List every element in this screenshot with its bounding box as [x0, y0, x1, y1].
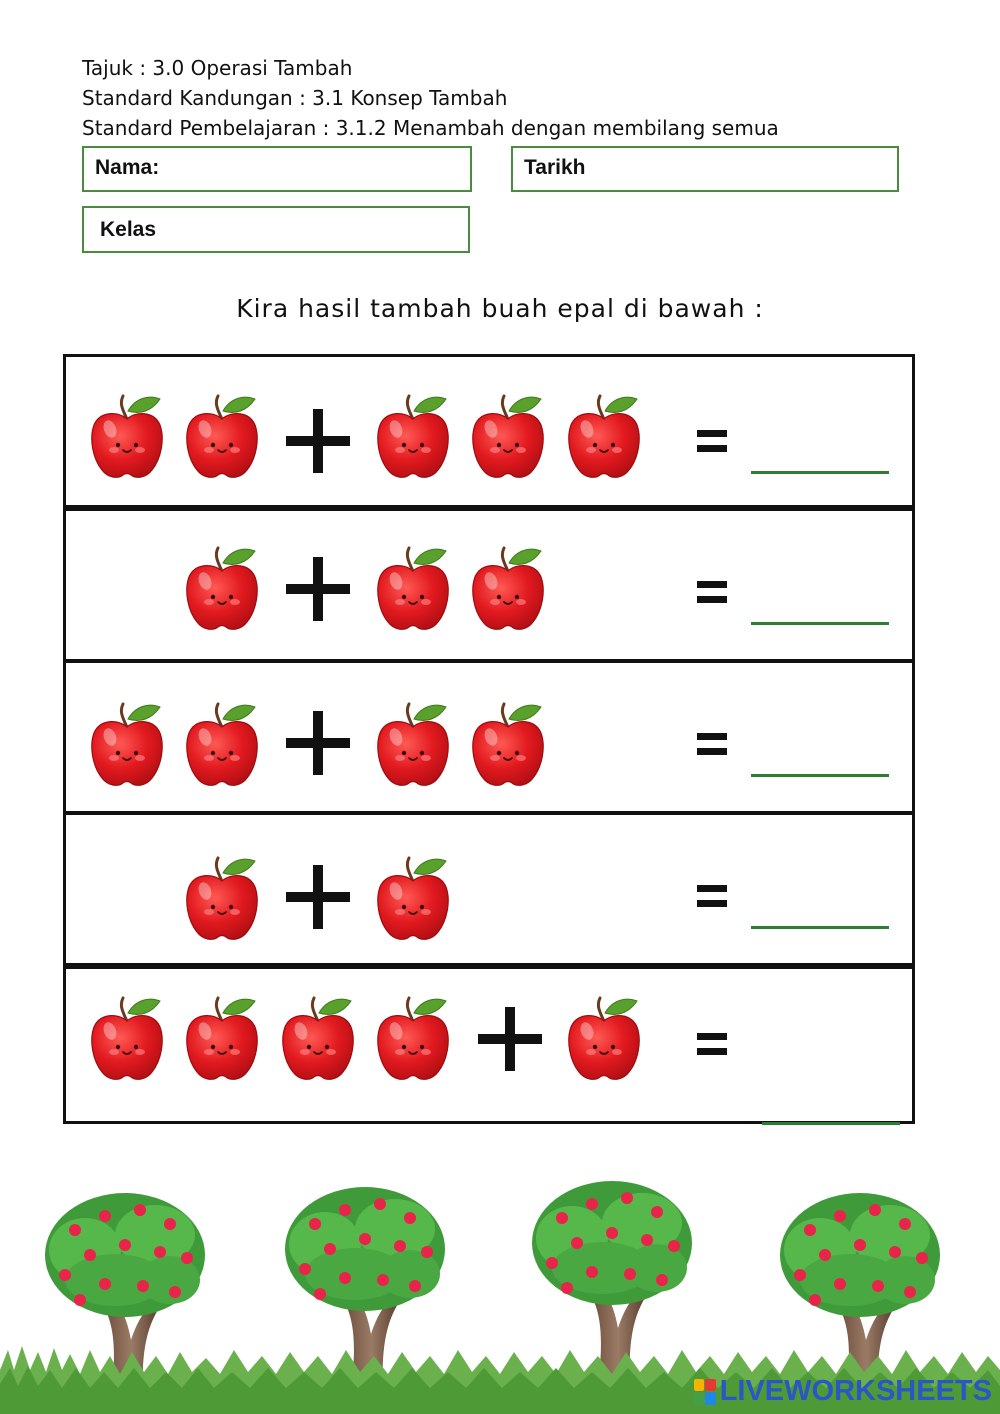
apple-icon [471, 393, 545, 479]
apple-icon [376, 393, 450, 479]
class-field[interactable] [82, 206, 470, 253]
equals-icon [697, 581, 727, 603]
apple-icon [376, 545, 450, 631]
date-label: Tarikh [524, 156, 586, 179]
problem-row-4 [63, 812, 915, 966]
equals-icon [697, 430, 727, 452]
apple-icon [471, 545, 545, 631]
problem-row-1 [63, 354, 915, 508]
apple-icon [567, 393, 641, 479]
liveworksheets-mark-icon [694, 1379, 716, 1405]
apple-icon [376, 855, 450, 941]
plus-icon [286, 711, 350, 775]
apple-icon [281, 995, 355, 1081]
answer-line[interactable] [762, 1122, 900, 1125]
instruction-text: Kira hasil tambah buah epal di bawah : [236, 294, 764, 323]
problem-row-3 [63, 660, 915, 814]
apple-icon [376, 701, 450, 787]
answer-line[interactable] [751, 471, 889, 474]
topic-line: Tajuk : 3.0 Operasi Tambah [82, 56, 353, 80]
apple-icon [90, 393, 164, 479]
apple-icon [185, 995, 259, 1081]
name-field[interactable] [82, 146, 472, 192]
apple-icon [90, 995, 164, 1081]
equals-icon [697, 1033, 727, 1055]
answer-line[interactable] [751, 622, 889, 625]
equals-icon [697, 885, 727, 907]
apple-icon [90, 701, 164, 787]
liveworksheets-logo [694, 1375, 992, 1408]
apple-icon [185, 393, 259, 479]
apple-icon [185, 701, 259, 787]
apple-icon [376, 995, 450, 1081]
plus-icon [286, 865, 350, 929]
content-standard-line: Standard Kandungan : 3.1 Konsep Tambah [82, 86, 508, 110]
apple-icon [185, 545, 259, 631]
answer-line[interactable] [751, 774, 889, 777]
equals-icon [697, 733, 727, 755]
plus-icon [286, 557, 350, 621]
learning-standard-line: Standard Pembelajaran : 3.1.2 Menambah dengan membilang semua [82, 116, 779, 140]
name-label: Nama: [95, 156, 160, 179]
date-field[interactable] [511, 146, 899, 192]
watermark-brand: LIVEWORKSHEETS [719, 1375, 992, 1407]
problem-row-2 [63, 508, 915, 662]
apple-icon [471, 701, 545, 787]
problem-row-5 [63, 966, 915, 1124]
plus-icon [478, 1007, 542, 1071]
apple-icon [185, 855, 259, 941]
answer-line[interactable] [751, 926, 889, 929]
class-label: Kelas [100, 218, 157, 241]
plus-icon [286, 409, 350, 473]
apple-icon [567, 995, 641, 1081]
